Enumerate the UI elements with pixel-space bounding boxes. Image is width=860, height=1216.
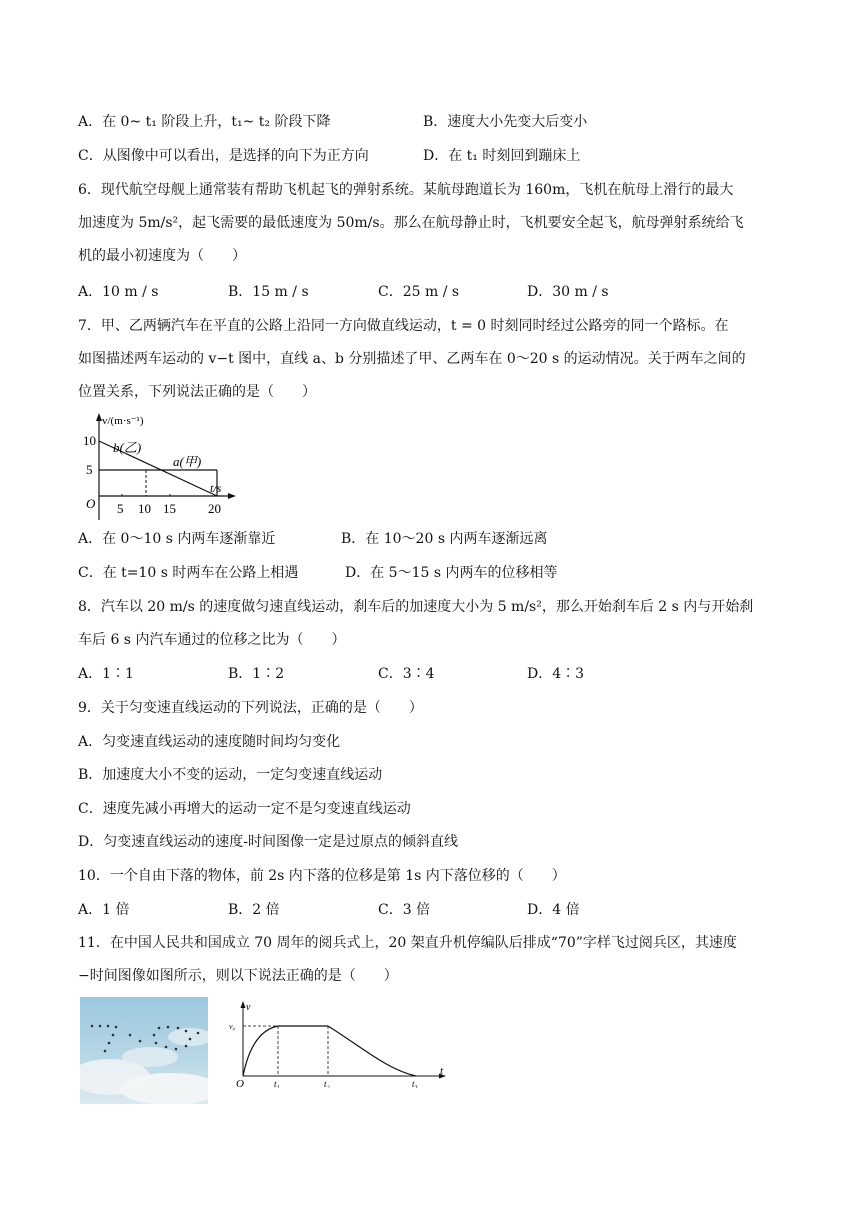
q8-stem-line1: 8．汽车以 20 m/s 的速度做匀速直线运动，刹车后的加速度大小为 5 m/s²，那么开始刹车后 2 s 内与开始刹 [78, 599, 754, 615]
q7-origin: O [86, 496, 96, 511]
q11-y-arrow [241, 1001, 246, 1008]
q7-xtick-5: 5 [117, 501, 124, 516]
q5-option-d: D．在 t₁ 时刻回到蹦床上 [423, 148, 581, 164]
q9-option-d: D．匀变速直线运动的速度-时间图像一定是过原点的倾斜直线 [78, 834, 458, 850]
q7-option-a: A．在 0～10 s 内两车逐渐靠近 [78, 531, 276, 547]
q7-label-b: b(乙) [113, 440, 142, 455]
q11-t1-label: t₁ [274, 1079, 280, 1088]
q7-option-d: D．在 5～15 s 内两车的位移相等 [345, 565, 558, 581]
q7-xtick-15: 15 [163, 501, 176, 516]
q11-decel-curve [328, 1026, 416, 1076]
q9-stem: 9．关于匀变速直线运动的下列说法，正确的是（ ） [78, 700, 423, 716]
q7-ytick-5: 5 [86, 462, 93, 477]
q11-stem-line1: 11．在中国人民共和国成立 70 周年的阅兵式上，20 架直升机停编队后排成“70”字样飞过阅兵区，其速度 [78, 935, 737, 951]
q11-accel-curve [243, 1026, 278, 1076]
q11-t3-label: t₃ [412, 1079, 418, 1088]
q11-origin: O [236, 1078, 244, 1088]
q7-x-arrow [228, 493, 236, 499]
q7-vt-graph [80, 408, 250, 526]
q6-option-d: D．30 m / s [527, 284, 609, 300]
q10-option-c: C．3 倍 [378, 902, 431, 918]
q8-stem-line2: 车后 6 s 内汽车通过的位移之比为（ ） [78, 632, 346, 648]
q9-option-c: C．速度先减小再增大的运动一定不是匀变速直线运动 [78, 801, 411, 817]
q7-ytick-10: 10 [83, 433, 96, 448]
q7-ylabel: v/(m·s⁻¹) [102, 415, 144, 427]
q7-stem-line2: 如图描述两车运动的 v−t 图中，直线 a、b 分别描述了甲、乙两车在 0～20 s 的运动情况。关于两车之间的 [78, 351, 746, 367]
q10-option-b: B．2 倍 [228, 902, 280, 918]
q6-stem-line2: 加速度为 5m/s²，起飞需要的最低速度为 50m/s。那么在航母静止时，飞机要安全起飞，航母弹射系统给飞 [78, 215, 744, 231]
q11-ylabel: v [246, 1002, 251, 1013]
q7-stem-line3: 位置关系，下列说法正确的是（ ） [78, 384, 316, 400]
q7-stem-line1: 7．甲、乙两辆汽车在平直的公路上沿同一方向做直线运动，t = 0 时刻同时经过公路旁的同一个路标。在 [78, 318, 729, 334]
q9-option-b: B．加速度大小不变的运动，一定匀变速直线运动 [78, 767, 383, 783]
q6-stem-line3: 机的最小初速度为（ ） [78, 248, 246, 264]
q11-v0-label: v₀ [229, 1022, 236, 1031]
q10-stem: 10．一个自由下落的物体，前 2s 内下落的位移是第 1s 内下落位移的（ ） [78, 868, 566, 884]
q5-option-a: A．在 0~ t₁ 阶段上升，t₁~ t₂ 阶段下降 [78, 114, 331, 130]
q7-label-a: a(甲) [173, 454, 202, 469]
q6-option-b: B．15 m / s [228, 284, 309, 300]
q5-option-b: B．速度大小先变大后变小 [423, 114, 588, 130]
q8-option-d: D．4∶3 [527, 666, 585, 682]
q8-option-c: C．3∶4 [378, 666, 435, 682]
q7-xtick-20: 20 [208, 501, 221, 516]
q6-stem-line1: 6．现代航空母舰上通常装有帮助飞机起飞的弹射系统。某航母跑道长为 160m，飞机在航母上滑行的最大 [78, 182, 734, 198]
q11-stem-line2: −时间图像如图所示，则以下说法正确的是（ ） [78, 968, 398, 984]
q7-xlabel: t/s [210, 481, 222, 495]
q6-option-a: A．10 m / s [78, 284, 159, 300]
q7-option-c: C．在 t=10 s 时两车在公路上相遇 [78, 565, 299, 581]
q7-option-b: B．在 10～20 s 内两车逐渐远离 [341, 531, 548, 547]
q6-option-c: C．25 m / s [378, 284, 460, 300]
q10-option-a: A．1 倍 [78, 902, 130, 918]
q7-xtick-10: 10 [138, 501, 151, 516]
q11-t2-label: t₂ [324, 1079, 330, 1088]
q5-option-c: C．从图像中可以看出，是选择的向下为正方向 [78, 148, 369, 164]
q11-xlabel: t [440, 1065, 444, 1077]
q9-option-a: A．匀变速直线运动的速度随时间均匀变化 [78, 734, 341, 750]
q10-option-d: D．4 倍 [527, 902, 580, 918]
q8-option-b: B．1∶2 [228, 666, 285, 682]
helicopter-formation-photo [80, 997, 208, 1104]
q11-vt-graph [228, 996, 454, 1088]
q8-option-a: A．1∶1 [78, 666, 134, 682]
